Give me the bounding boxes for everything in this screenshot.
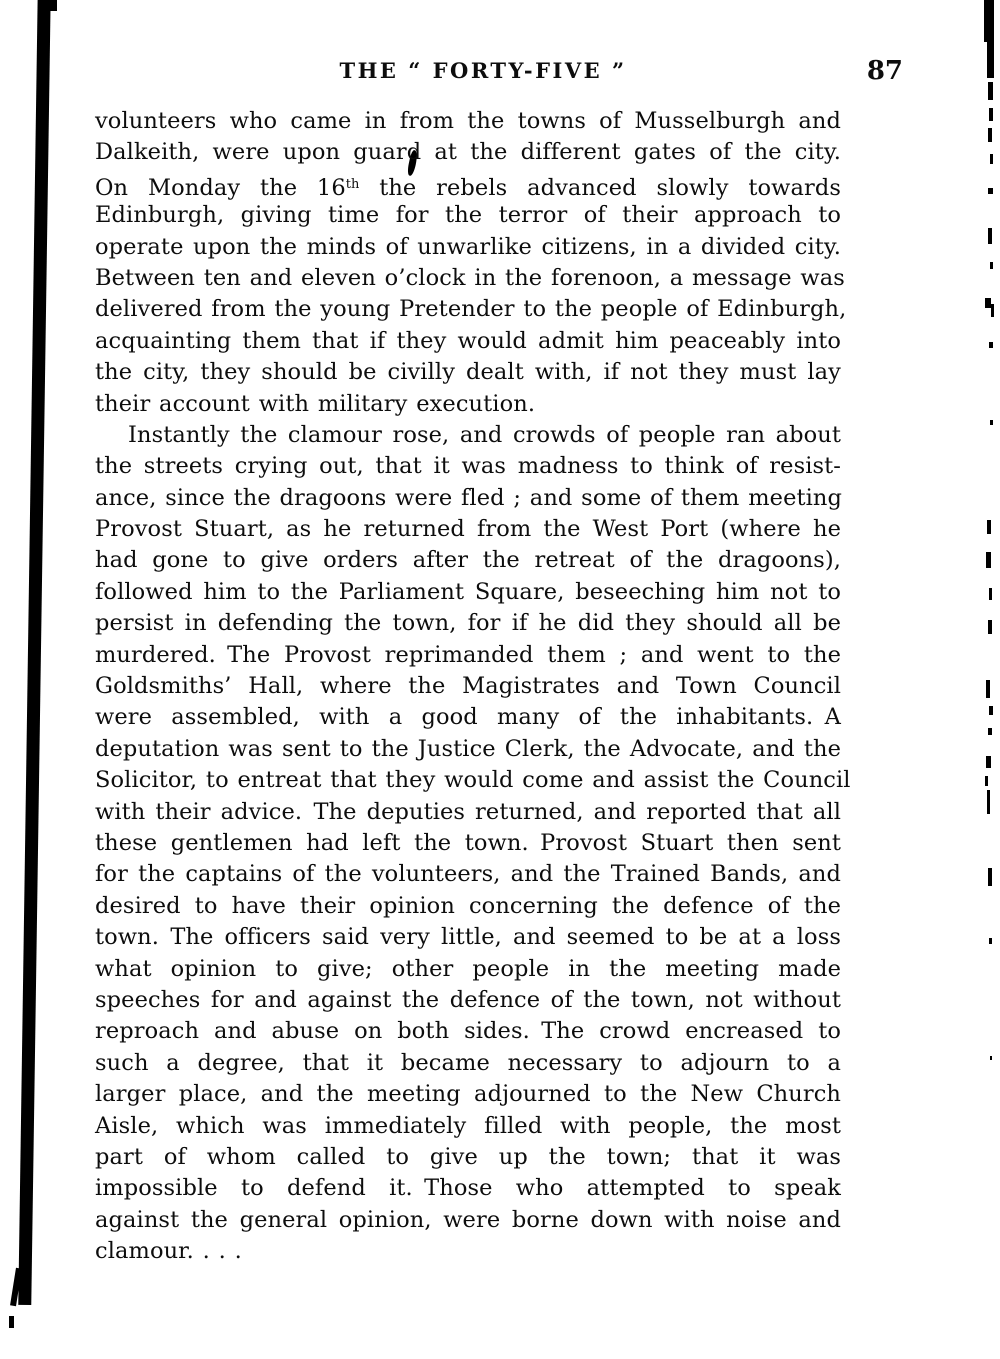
text-line: their account with military execution. <box>95 390 536 417</box>
text-line: such a degree, that it became necessary to adjourn to a <box>95 1049 841 1076</box>
scan-speck <box>990 420 993 425</box>
text-line: ance, since the dragoons were fled ; and some of them meeting <box>95 484 843 511</box>
scan-speck <box>989 108 993 121</box>
scan-speck <box>989 342 993 348</box>
text-line: larger place, and the meeting adjourned to the New Church <box>95 1081 841 1108</box>
scan-speck <box>988 620 992 634</box>
text-line: Goldsmiths’ Hall, where the Magistrates and Town Council <box>95 673 841 700</box>
ordinal-superscript: th <box>345 176 360 192</box>
running-header <box>0 58 1000 98</box>
scan-speck <box>989 588 992 600</box>
text-line: clamour. . . . <box>95 1238 242 1265</box>
scan-speck <box>985 776 988 786</box>
scan-binding-edge <box>18 0 50 1305</box>
body-text <box>95 106 851 1267</box>
scan-speck <box>989 706 993 715</box>
scan-speck <box>988 868 992 886</box>
text-line: the city, they should be civilly dealt with, if not they must lay <box>95 359 841 386</box>
scan-speck <box>986 756 991 768</box>
text-line: the streets crying out, that it was madness to think of resist- <box>95 453 841 480</box>
scan-speck <box>988 188 993 194</box>
text-line: delivered from the young Pretender to the people of Edinburgh, <box>95 296 847 323</box>
text-line: what opinion to give; other people in the meeting made <box>95 955 841 982</box>
text-line: had gone to give orders after the retreat of the dragoons), <box>95 547 841 574</box>
text-line <box>95 169 841 200</box>
text-line: Instantly the clamour rose, and crowds of people ran about <box>128 421 841 448</box>
text-line: town. The officers said very little, and seemed to be at a loss <box>95 924 841 951</box>
text-line: Between ten and eleven o’clock in the forenoon, a message was <box>95 264 845 291</box>
scan-speck <box>988 728 992 735</box>
text-line: desired to have their opinion concerning the defence of the <box>95 892 841 919</box>
scan-speck <box>987 790 990 814</box>
text-line: these gentlemen had left the town. Provost Stuart then sent <box>95 829 841 856</box>
text-line: volunteers who came in from the towns of Musselburgh and <box>95 108 841 134</box>
scan-speck <box>990 262 993 269</box>
scan-speck <box>990 154 993 164</box>
scan-speck <box>984 0 994 42</box>
text-line: Aisle, which was immediately filled with people, the most <box>95 1112 841 1139</box>
text-segment: the rebels advanced slowly towards <box>359 174 841 201</box>
text-line: followed him to the Parliament Square, beseeching him not to <box>95 578 841 605</box>
scan-speck <box>989 938 992 944</box>
scan-speck <box>988 128 992 142</box>
scan-speck <box>986 552 991 568</box>
scan-speck <box>44 0 57 11</box>
text-line: with their advice. The deputies returned, and reported that all <box>95 798 841 825</box>
text-line: were assembled, with a good many of the inhabitants. A <box>95 704 841 731</box>
scan-speck <box>986 680 990 698</box>
text-line: Dalkeith, were upon guard at the different gates of the city. <box>95 139 841 166</box>
text-segment: On Monday the 16 <box>95 174 346 201</box>
text-line: against the general opinion, were borne down with noise and <box>95 1206 841 1233</box>
text-line: operate upon the minds of unwarlike citizens, in a divided city. <box>95 233 841 260</box>
text-line: for the captains of the volunteers, and the Trained Bands, and <box>95 861 841 888</box>
text-line: persist in defending the town, for if he did they should all be <box>95 610 841 637</box>
text-line: Edinburgh, giving time for the terror of their approach to <box>95 202 841 229</box>
scan-speck <box>991 304 994 317</box>
page-header-title: THE “ FORTY-FIVE ” <box>339 58 627 83</box>
text-line: deputation was sent to the Justice Clerk, the Advocate, and the <box>95 735 841 762</box>
scan-speck <box>988 228 992 244</box>
scan-speck <box>990 1056 992 1060</box>
text-line: speeches for and against the defence of the town, not without <box>95 986 841 1013</box>
text-line: Provost Stuart, as he returned from the West Port (where he <box>95 516 841 543</box>
text-line: Solicitor, to entreat that they would come and assist the Council <box>95 767 851 794</box>
text-line: reproach and abuse on both sides. The crowd encreased to <box>95 1018 841 1045</box>
scan-speck <box>9 1316 14 1328</box>
text-line: acquainting them that if they would admit him peaceably into <box>95 327 841 354</box>
page-number: 87 <box>866 56 903 86</box>
scan-speck <box>987 520 991 534</box>
text-line: murdered. The Provost reprimanded them ; and went to the <box>95 641 841 668</box>
text-line: part of whom called to give up the town; that it was <box>95 1143 841 1170</box>
text-line: impossible to defend it. Those who attempted to speak <box>95 1175 841 1202</box>
